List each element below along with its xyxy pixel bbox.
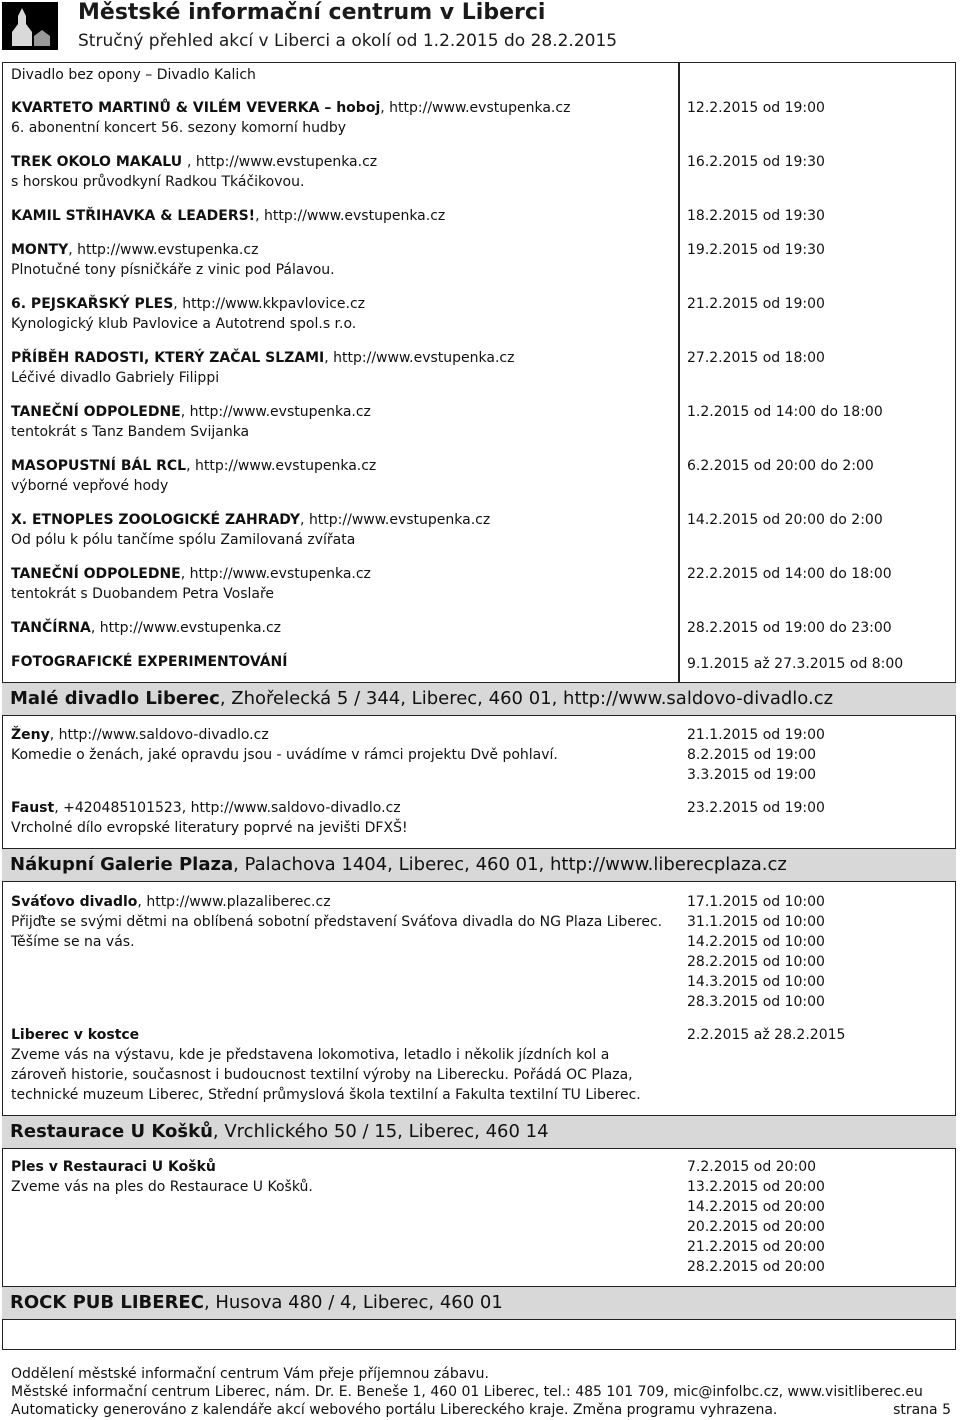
page-number: strana 5 — [893, 1402, 951, 1418]
event-date: 8.2.2015 od 19:00 — [687, 747, 817, 763]
event-title: X. ETNOPLES ZOOLOGICKÉ ZAHRADY — [11, 512, 301, 528]
venue-header — [2, 848, 956, 882]
event-description: Plnotučné tony písničkáře z vinic pod Pálavou. — [11, 262, 335, 278]
event-title: PŘÍBĚH RADOSTI, KTERÝ ZAČAL SLZAMI — [11, 350, 325, 366]
event-date: 3.3.2015 od 19:00 — [687, 767, 817, 783]
event-title: KVARTETO MARTINŮ & VILÉM VEVERKA – hoboj — [11, 100, 381, 116]
event-date: 2.2.2015 až 28.2.2015 — [687, 1027, 846, 1043]
event-date: 28.2.2015 od 19:00 do 23:00 — [687, 620, 892, 636]
event-date: 14.2.2015 od 20:00 do 2:00 — [687, 512, 883, 528]
event-date: 21.1.2015 od 19:00 — [687, 727, 825, 743]
venue-title: Divadlo bez opony – Divadlo Kalich — [11, 67, 256, 83]
event-description: Vrcholné dílo evropské literatury poprvé na jevišti DFXŠ! — [11, 820, 408, 836]
event-date: 31.1.2015 od 10:00 — [687, 914, 825, 930]
event-title: TANEČNÍ ODPOLEDNE — [11, 566, 181, 582]
event-date: 28.2.2015 od 10:00 — [687, 954, 825, 970]
event-link[interactable]: http://www.evstupenka.cz — [308, 512, 491, 528]
venue-header — [2, 682, 956, 716]
event-description: Komedie o ženách, jaké opravdu jsou - uvádíme v rámci projektu Dvě pohlaví. — [11, 747, 558, 763]
event-date: 6.2.2015 od 20:00 do 2:00 — [687, 458, 874, 474]
event-description: výborné vepřové hody — [11, 478, 169, 494]
event-date: 28.3.2015 od 10:00 — [687, 994, 825, 1010]
event-title: TANČÍRNA — [11, 620, 91, 636]
event-link[interactable]: http://www.evstupenka.cz — [389, 100, 571, 116]
event-date: 21.2.2015 od 20:00 — [687, 1239, 825, 1255]
event-description: 6. abonentní koncert 56. sezony komorní hudby — [11, 120, 347, 136]
event-date: 18.2.2015 od 19:30 — [687, 208, 825, 224]
event-date: 1.2.2015 od 14:00 do 18:00 — [687, 404, 883, 420]
event-title: Ples v Restauraci U Košků — [11, 1159, 216, 1175]
event-title: KAMIL STŘIHAVKA & LEADERS! — [11, 208, 256, 224]
event-title: MONTY — [11, 242, 69, 258]
event-description: s horskou průvodkyní Radkou Tkáčikovou. — [11, 174, 305, 190]
event-description: Přijďte se svými dětmi na oblíbená sobotní představení Sváťova divadla do NG Plaza Liberec. — [11, 914, 663, 930]
event-title: 6. PEJSKAŘSKÝ PLES — [11, 296, 174, 312]
event-description: zároveň historie, současnost i budoucnost textilní výroby na Liberecku. Pořádá OC Plaza, — [11, 1067, 633, 1083]
event-description: tentokrát s Tanz Bandem Svijanka — [11, 424, 250, 440]
event-description: Léčivé divadlo Gabriely Filippi — [11, 370, 220, 386]
event-link[interactable]: http://www.evstupenka.cz — [77, 242, 259, 258]
event-date: 14.2.2015 od 10:00 — [687, 934, 825, 950]
event-date: 28.2.2015 od 20:00 — [687, 1259, 825, 1275]
event-link[interactable]: http://www.evstupenka.cz — [333, 350, 515, 366]
venue-address: , Palachova 1404, Liberec, 460 01, http://www.liberecplaza.cz — [233, 854, 787, 875]
page-header — [0, 0, 960, 54]
event-date: 17.1.2015 od 10:00 — [687, 894, 825, 910]
footer-disclaimer: Automaticky generováno z kalendáře akcí webového portálu Libereckého kraje. Změna programu vyhrazena. — [11, 1402, 778, 1418]
event-title: Faust — [11, 800, 55, 816]
event-link[interactable]: http://www.evstupenka.cz — [195, 458, 377, 474]
event-description: Zveme vás na výstavu, kde je představena lokomotiva, letadlo i několik jízdních kol a — [11, 1047, 610, 1063]
event-description: Těšíme se na vás. — [11, 934, 135, 950]
event-date: 21.2.2015 od 19:00 — [687, 296, 825, 312]
event-link[interactable]: http://www.saldovo-divadlo.cz — [58, 727, 269, 743]
venue-name: Nákupní Galerie Plaza — [10, 854, 234, 875]
event-date: 12.2.2015 od 19:00 — [687, 100, 825, 116]
event-date: 20.2.2015 od 20:00 — [687, 1219, 825, 1235]
event-link[interactable]: http://www.evstupenka.cz — [189, 404, 371, 420]
event-title: MASOPUSTNÍ BÁL RCL — [11, 458, 187, 474]
event-contact[interactable]: +420485101523, http://www.saldovo-divadlo.cz — [63, 800, 401, 816]
event-date: 19.2.2015 od 19:30 — [687, 242, 825, 258]
page-subtitle: Stručný přehled akcí v Liberci a okolí od 1.2.2015 do 28.2.2015 — [78, 31, 618, 51]
event-date: 23.2.2015 od 19:00 — [687, 800, 825, 816]
event-description: technické muzeum Liberec, Střední průmyslová škola textilní a Fakulta textilní TU Liberec. — [11, 1087, 641, 1103]
event-link[interactable]: http://www.kkpavlovice.cz — [182, 296, 366, 312]
event-title: Sváťovo divadlo — [11, 894, 138, 910]
event-link[interactable]: http://www.evstupenka.cz — [195, 154, 378, 170]
venue-header — [2, 1115, 956, 1149]
venue-address: , Zhořelecká 5 / 344, Liberec, 460 01, http://www.saldovo-divadlo.cz — [219, 688, 834, 709]
event-date: 14.2.2015 od 20:00 — [687, 1199, 825, 1215]
footer-contact: Městské informační centrum Liberec, nám. Dr. E. Beneše 1, 460 01 Liberec, tel.: 485 101 709, mic@infolbc.cz, www.visitliberec.eu — [11, 1384, 923, 1400]
event-title: TREK OKOLO MAKALU — [11, 154, 187, 170]
event-date: 16.2.2015 od 19:30 — [687, 154, 825, 170]
event-date: 27.2.2015 od 18:00 — [687, 350, 825, 366]
event-date: 22.2.2015 od 14:00 do 18:00 — [687, 566, 892, 582]
venue-name: Restaurace U Košků — [10, 1121, 213, 1142]
page-footer — [11, 1365, 951, 1419]
event-title: FOTOGRAFICKÉ EXPERIMENTOVÁNÍ — [11, 654, 288, 670]
event-date: 9.1.2015 až 27.3.2015 od 8:00 — [687, 656, 904, 672]
event-description: Kynologický klub Pavlovice a Autotrend spol.s r.o. — [11, 316, 357, 332]
event-description: Zveme vás na ples do Restaurace U Košků. — [11, 1179, 313, 1195]
event-title: Ženy — [11, 727, 50, 743]
event-date: 14.3.2015 od 10:00 — [687, 974, 825, 990]
event-link[interactable]: http://www.plazaliberec.cz — [146, 894, 331, 910]
venue-address: , Vrchlického 50 / 15, Liberec, 460 14 — [212, 1121, 549, 1142]
page-title: Městské informační centrum v Liberci — [78, 0, 546, 25]
event-date: 13.2.2015 od 20:00 — [687, 1179, 825, 1195]
event-date: 7.2.2015 od 20:00 — [687, 1159, 817, 1175]
event-description: Od pólu k pólu tančíme spólu Zamilovaná zvířata — [11, 532, 356, 548]
venue-name: Malé divadlo Liberec — [10, 688, 220, 709]
event-link[interactable]: http://www.evstupenka.cz — [263, 208, 446, 224]
event-link[interactable]: http://www.evstupenka.cz — [99, 620, 282, 636]
event-title: Liberec v kostce — [11, 1027, 140, 1043]
event-title: TANEČNÍ ODPOLEDNE — [11, 404, 181, 420]
event-description: tentokrát s Duobandem Petra Voslaře — [11, 586, 275, 602]
venue-address: , Husova 480 / 4, Liberec, 460 01 — [203, 1292, 503, 1313]
column-divider — [678, 62, 680, 682]
event-link[interactable]: http://www.evstupenka.cz — [189, 566, 371, 582]
footer-greeting: Oddělení městské informační centrum Vám přeje příjemnou zábavu. — [11, 1366, 489, 1382]
venue-name: ROCK PUB LIBEREC — [10, 1292, 204, 1313]
city-logo-icon — [2, 2, 58, 50]
venue-header — [2, 1286, 956, 1320]
